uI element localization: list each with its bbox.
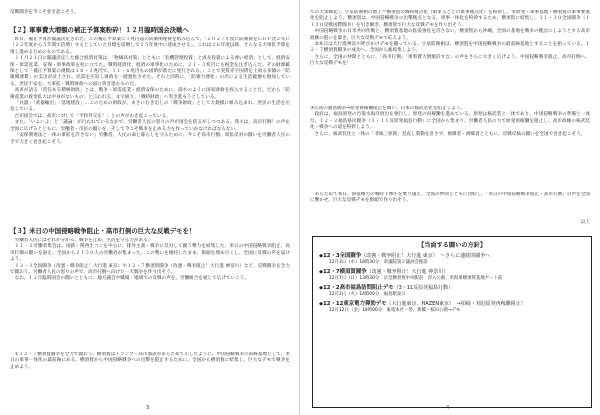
section2-paragraph: 昨日、補正予算が閣議決定された。この補正予算案に１兆円超の防衛関連費を組み込んで、「２０２７年度に防衛費をＧＤＰ比２％に（２２年度から５年間で倍増）するとしていた目標を前倒しで２５年度中に達成させる」。これは２６年度以降、さらなる大軍拡予算を推し進めるためのものである。 (10, 37, 290, 55)
event-sub: （改憲・戦争阻止！大行進 東京） ～さらに連続的闘争へ (361, 253, 491, 259)
diamond-icon: ◆ (319, 253, 323, 259)
diamond-icon: ◆ (319, 301, 323, 307)
section2-paragraph: だが国会では、高市に対して「平和外交を！」との声がわき起こっている。 (14, 113, 171, 119)
right-paragraph: さらに、全国の仲間とともに、「高市打倒」「軍事費大増額許すな」の声をさらに大きく広げよう。中国侵略戦争阻止、高市打倒へ、巨大な反戦デモを！ (310, 54, 590, 67)
section3-paragraph: １１・２労働者集会は、国鉄・関西生コンを中心に、排外主義・戦争に反対して闘う勢力を結集した。米日の中国侵略戦争阻止、高市打倒の闘いを訴え、全国から２１５０人の労働者が集まった。この勢いを維持したまま、街頭を埋め尽くし、全国に反戦の声を届けよう。 (10, 244, 290, 263)
event-item (319, 253, 585, 266)
right-paragraph: ③広島の福島闘争→原発再稼働阻止を闘い、日本の核武装化を阻止しよう。 (310, 106, 465, 111)
event-title (319, 285, 585, 292)
event-name: 12・2高市福島訪問阻止デモ (323, 285, 394, 291)
right-paragraph: ②本日は大行進神奈川呼びかけデモを闘っている。小泉防衛相は、横須賀を中国侵略戦争の最前線基地とすることを狙っている。１２・７横須賀闘争の成功へ、全国から総結集しよう。 (310, 42, 590, 54)
section2-paragraph: 「兵器」「武器輸出」「基地建設」…このための財政が、まさにむき出しの「戦争財政」として大規模に組み込まれ、庶民の生活を圧迫している。 (10, 101, 290, 113)
event-sub: （改憲・戦争阻止！大行進 神奈川） (366, 269, 449, 275)
closing-paragraph: あらためて本日、国家権力の戦時下弾圧を乗り越え、全国の仲間とともに団結し、「米日の中国侵略戦争阻止・高市打倒」の声を全国に響かせ、巨大な反戦デモを街頭で作り出そう。 (310, 192, 590, 204)
event-item (319, 269, 585, 282)
ijo-mark: 以上 (580, 220, 590, 225)
event-name: 12・7横須賀闘争 (323, 269, 367, 275)
policy-box (312, 236, 592, 408)
right-paragraph: での大衆蜂起」、小泉防衛相の地上＝横須賀の戦時拠点化（街まるごとの軍事拠点化）を粉砕し、米原発・軍事基地・横須賀の軍事要塞化を阻止しよう。横須賀は、中国侵略戦争の出撃拠点となる。軍事一体化を粉砕するため、横須賀に結集し、１１・３０全国闘争（１１３０反戦国際闘争）を引き継ぎ、横須賀で巨大な反戦デモを作り出そう。 (310, 10, 590, 28)
right-mid-body (310, 106, 590, 184)
event-sub: （3・11反原発福島行動） (393, 285, 454, 291)
section2-paragraph: １１月２１日に閣議決定した総合経済対策は、「物価高対策」とともに「危機管理投資」と成長投資による強い経済」として、経済安保・軍需産業、安保・軍事政策を柱に立てた。戦時経済化、経済の軍事化のために、２１・３兆円にも税金を注ぎ込んだ。その財源確保として「補正予算案の規模は１８・３兆円で、１１・６兆円もの国債が新たに発行される。」ことで実質赤字国債を上回る多額の「防衛関連費」の支出が計上され、民需を圧迫し財政を一層悪化させた。それと同時に、「防衛力強化」の名による生活破壊も増加している。庶民不安を、大軍拡・戦時財政への道に突き進むものだ。 (10, 56, 290, 87)
section2-paragraph: 「安保関連法と一体の軍拡を許さない」労働者、人民の命と暮らしを守るために、今こそ高市打倒、軍拡反対の闘いを労働者人民の手で大きく巻き起こそう。 (10, 133, 290, 145)
section3-paragraph: なお、１２月臨時国会の闘いとともに、地方議会や職場・地域での反戦の声を、労働組合を通じて広げていこう。 (14, 276, 249, 282)
event-item (319, 285, 585, 298)
section2-heading: 【２】軍事費大増額の補正予算案粉砕！１２月臨時国会決戦へ (10, 26, 189, 34)
section3-paragraph: １２・３全国闘争（改憲・戦争阻止！大行進 東京）や１２・７横須賀闘争（改憲・戦争阻止！大行進 神奈川）など、反戦闘争を全力で闘おう。労働者人民の怒りの声で、高市打倒へ向けた一大闘争を作り出そう。 (10, 263, 290, 276)
section3-bullet-1: ①１２・７横須賀闘争を全力で闘おう。横須賀はトランプ・高市演説があらためて示したように、中国侵略戦争の前線基地として、米日の軍事一体化の最前線にある。横須賀から中国侵略戦争への出撃を阻止するために、全国から横須賀に結集し、巨大なデモで戦争を止めよう。 (10, 352, 290, 370)
diamond-icon: ◆ (319, 285, 323, 291)
event-name: 12・12東京電力弾劾デモ (323, 301, 387, 307)
section3-paragraph: 労働者人民にはそれが分かる。戦争を止め、生活を守る力がある。 (14, 238, 153, 243)
page-number-left: 3 (146, 405, 150, 411)
policy-box-title: 【当面する闘いの方針】 (417, 242, 487, 249)
event-item (319, 301, 585, 314)
right-paragraph: 中国侵略戦争の日米共同作戦と、横須賀基地の拡張強化を許さない。横須賀から沖縄、全国の基地を戦争の拠点にしようとする高市政権の狙いを暴き、巨大な反戦デモで応えよう。 (310, 29, 590, 41)
event-detail: 12月7日（日）13時30分 京急横須賀中央駅前 汐入公園、米海軍横須賀基地ゲート前 (329, 276, 503, 281)
right-page (300, 0, 600, 415)
event-title (319, 301, 585, 308)
section2-paragraph: 高市が語る「責任ある積極財政」とは、戦争・軍需産業・経済安保のために、湯水のように国家財政を投入することだ。だから「防衛産業の資金拡大は中身がないもの」と言われる。文字通り、「戦時財政」へ突き進もうとしている。 (10, 88, 290, 100)
page-number-right: 4 (446, 405, 450, 411)
right-paragraph: さらに、核武装化と一体の「非核三原則」見直し策動を許さず、被爆者・被曝者とともに、反戦反核の闘いを全国で巻き起こそう。 (314, 131, 586, 137)
event-title (319, 269, 585, 276)
event-sub: （大行進東京、HAZEN東京） →柏崎・刈羽原発再稼働阻止！ (386, 301, 526, 307)
event-name: 12・3全国闘争 (323, 253, 362, 259)
event-detail: 12月3日（水）18時30分 衆議院第２議員会館前 (329, 260, 428, 265)
section2-body (10, 37, 290, 213)
right-top-body (310, 10, 590, 100)
diamond-icon: ◆ (319, 269, 323, 275)
right-paragraph: 政府は、福島原発の汚染水海洋放出を強行し、原発の再稼働を進めている。原発は核武装と一体であり、中国侵略戦争の準備と一体だ。１２・２福島県民闘争（３・１１反原発福島行動）に全国から集まり、労働者人民の力で原発再稼働を阻止し、高市政権の核武装化・戦争への道を粉砕しよう。 (310, 112, 590, 131)
event-detail: 12月12日（金）18時00分 東電本社一帯、新橋・桜田公園→デモ (329, 308, 461, 313)
section3-heading: 【３】米日の中国侵略戦争阻止・高市打倒の巨大な反戦デモを！ (10, 227, 196, 235)
event-title (319, 253, 585, 260)
intro-line: 反戦闘争を今こそ巻き起こそう。 (10, 10, 79, 15)
section2-paragraph: また、「いよいよ」と「議論」が行われているなかで、労働者人民の怒りの声が国会を揺るがしつつある。我々は、高市打倒！の声を全国に広げるとともに、労働者・市民の闘いを、そして今こそ戦争を止める力を作っていかなければならない。 (10, 120, 290, 132)
event-detail: 12月2日（火）14時00分 福島駅東口 (329, 292, 406, 297)
section3-body (10, 238, 290, 342)
